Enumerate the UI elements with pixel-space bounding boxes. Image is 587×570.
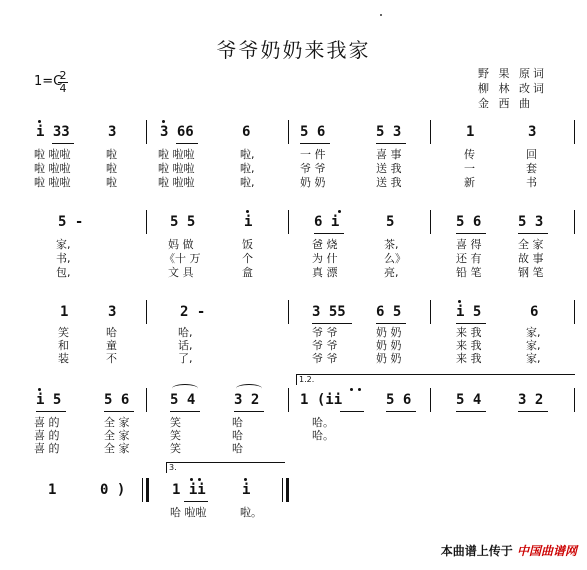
note: 1 (60, 304, 69, 320)
note: 2 - (180, 304, 206, 320)
high-octave-dot (358, 388, 361, 391)
lyric: 哈。 (312, 416, 334, 429)
lyric: 爷 爷 (300, 162, 326, 175)
note: 3 66 (160, 124, 194, 140)
beam (52, 143, 74, 144)
time-sig-top: 2 (59, 69, 67, 82)
beam (340, 411, 364, 412)
lyric: 啦 啦啦 (34, 162, 71, 175)
high-octave-dot (38, 388, 41, 391)
lyric: 全 家 (104, 442, 130, 455)
lyric: 哈 啦啦 (170, 506, 207, 519)
lyric: 一 (464, 162, 475, 175)
barline (146, 300, 147, 324)
note: 1 (48, 482, 57, 498)
note: 1 (ii (300, 392, 343, 408)
lyric: 啦 啦啦 (34, 176, 71, 189)
barline (288, 120, 289, 144)
high-octave-dot (38, 120, 41, 123)
credit-composer: 金 西 曲 (478, 97, 533, 110)
lyric: 传 (464, 148, 475, 161)
lyric: 回 (526, 148, 537, 161)
note: 6 (242, 124, 251, 140)
lyric: 妈 做 (168, 238, 194, 251)
beam (104, 411, 134, 412)
note: 3 (108, 304, 117, 320)
lyric: 故 事 (518, 252, 544, 265)
system-4 (0, 375, 587, 460)
barline (574, 210, 575, 234)
note: 6 i (314, 214, 340, 230)
lyric: 笑 (58, 326, 69, 339)
lyric: 啦 啦啦 (158, 148, 195, 161)
lyric: 啦 (106, 176, 117, 189)
lyric: 喜 的 (34, 442, 60, 455)
lyric: 真 漂 (312, 266, 338, 279)
beam (376, 323, 406, 324)
beam (518, 411, 548, 412)
lyric: 全 家 (518, 238, 544, 251)
lyric: 哈。 (312, 429, 334, 442)
lyric: 个 (242, 252, 253, 265)
lyric: 奶 奶 (300, 176, 326, 189)
high-octave-dot (190, 478, 193, 481)
beam (184, 501, 208, 502)
lyric: 爸 烧 (312, 238, 338, 251)
lyric: 来 我 (456, 339, 482, 352)
note: 5 4 (456, 392, 482, 408)
lyric: 喜 的 (34, 429, 60, 442)
lyric: 送 我 (376, 176, 402, 189)
barline (430, 210, 431, 234)
lyric: 话, (178, 339, 193, 352)
barline (574, 388, 575, 412)
system-2 (0, 208, 587, 288)
lyric: 包, (56, 266, 71, 279)
lyric: 啦 (106, 148, 117, 161)
note: i 5 (36, 392, 62, 408)
stray-dot (380, 14, 382, 16)
volta-bracket: 1.2. (296, 374, 575, 385)
lyric: 么》 (384, 252, 406, 265)
note: 1 ii (172, 482, 206, 498)
note: 3 2 (518, 392, 544, 408)
lyric: 家, (526, 352, 541, 365)
system-5 (0, 462, 587, 522)
barline (146, 210, 147, 234)
lyric: 装 (58, 352, 69, 365)
note: 5 3 (376, 124, 402, 140)
lyric: 书 (526, 176, 537, 189)
lyric: 喜 的 (34, 416, 60, 429)
note: 3 55 (312, 304, 346, 320)
lyric: 一 件 (300, 148, 326, 161)
high-octave-dot (350, 388, 353, 391)
lyric: 家, (56, 238, 71, 251)
lyric: 全 家 (104, 429, 130, 442)
lyric: 奶 奶 (376, 352, 402, 365)
system-3 (0, 298, 587, 370)
lyric: 文 具 (168, 266, 194, 279)
credit-lyricist: 野 果 原词 (478, 67, 547, 80)
lyric: 全 家 (104, 416, 130, 429)
lyric: 奶 奶 (376, 339, 402, 352)
lyric: 童 (106, 339, 117, 352)
volta-bracket: 3. (166, 462, 285, 473)
lyric: 啦, (240, 148, 255, 161)
final-barline-thin (282, 478, 283, 502)
beam (456, 323, 486, 324)
lyric: 盒 (242, 266, 253, 279)
beam (456, 411, 486, 412)
high-octave-dot (458, 300, 461, 303)
lyric: 啦 (106, 162, 117, 175)
lyric: 《十 万 (164, 252, 201, 265)
end-repeat-thin (142, 478, 143, 502)
credit-adapter: 柳 林 改词 (478, 82, 547, 95)
lyric: 啦 啦啦 (34, 148, 71, 161)
lyric: 来 我 (456, 352, 482, 365)
high-octave-dot (244, 478, 247, 481)
lyric: 啦, (240, 176, 255, 189)
lyric: 爷 爷 (312, 326, 338, 339)
song-title: 爷爷奶奶来我家 (216, 38, 371, 62)
lyric: 来 我 (456, 326, 482, 339)
high-octave-dot (338, 210, 341, 213)
lyric: 家, (526, 339, 541, 352)
lyric: 套 (526, 162, 537, 175)
lyric: 了, (178, 352, 193, 365)
note: 5 6 (300, 124, 326, 140)
high-octave-dot (162, 120, 165, 123)
note: 5 5 (170, 214, 196, 230)
note: 1 (466, 124, 475, 140)
barline (574, 300, 575, 324)
final-barline-thick (286, 478, 289, 502)
system-1 (0, 118, 587, 198)
note: i (244, 214, 253, 230)
lyric: 为 什 (312, 252, 338, 265)
beam (314, 233, 344, 234)
lyric: 啦。 (240, 506, 262, 519)
end-repeat-thick (146, 478, 149, 502)
barline (430, 120, 431, 144)
beam (312, 323, 352, 324)
lyric: 笑 (170, 416, 181, 429)
beam (300, 143, 330, 144)
note: 5 6 (104, 392, 130, 408)
site-logo: 中国曲谱网 (516, 544, 577, 558)
lyric: 哈 (106, 326, 117, 339)
lyric: 哈 (232, 442, 243, 455)
lyric: 铅 笔 (456, 266, 482, 279)
beam (386, 411, 416, 412)
lyric: 送 我 (376, 162, 402, 175)
lyric: 亮, (384, 266, 399, 279)
lyric: 哈, (178, 326, 193, 339)
note: i (242, 482, 251, 498)
lyric: 爷 爷 (312, 352, 338, 365)
key-signature: 1=C (34, 74, 63, 89)
note: i 5 (456, 304, 482, 320)
high-octave-dot (198, 478, 201, 481)
lyric: 书, (56, 252, 71, 265)
lyric: 不 (106, 352, 117, 365)
note: 5 - (58, 214, 84, 230)
beam (518, 233, 548, 234)
credits (478, 66, 547, 111)
time-signature (58, 70, 68, 95)
lyric: 啦 啦啦 (158, 176, 195, 189)
lyric: 哈 (232, 429, 243, 442)
note: 3 (528, 124, 537, 140)
barline (430, 388, 431, 412)
barline (146, 388, 147, 412)
note: 5 6 (456, 214, 482, 230)
barline (288, 210, 289, 234)
beam (234, 411, 264, 412)
footer-watermark (441, 542, 577, 559)
beam (456, 233, 486, 234)
lyric: 新 (464, 176, 475, 189)
lyric: 喜 得 (456, 238, 482, 251)
note: 5 6 (386, 392, 412, 408)
lyric: 家, (526, 326, 541, 339)
beam (170, 411, 200, 412)
lyric: 笑 (170, 429, 181, 442)
beam (376, 143, 406, 144)
note: 5 (386, 214, 395, 230)
footer-text: 本曲谱上传于 (440, 544, 513, 558)
lyric: 钢 笔 (518, 266, 544, 279)
barline (574, 120, 575, 144)
beam (176, 143, 198, 144)
note: 5 3 (518, 214, 544, 230)
lyric: 笑 (170, 442, 181, 455)
note: 0 ) (100, 482, 126, 498)
note: i 33 (36, 124, 70, 140)
lyric: 茶, (384, 238, 399, 251)
barline (146, 120, 147, 144)
note: 6 5 (376, 304, 402, 320)
beam (36, 411, 66, 412)
barline (430, 300, 431, 324)
note: 3 2 (234, 392, 260, 408)
note: 6 (530, 304, 539, 320)
lyric: 啦, (240, 162, 255, 175)
barline (288, 388, 289, 412)
lyric: 和 (58, 339, 69, 352)
lyric: 还 有 (456, 252, 482, 265)
lyric: 爷 爷 (312, 339, 338, 352)
lyric: 奶 奶 (376, 326, 402, 339)
high-octave-dot (246, 210, 249, 213)
lyric: 喜 事 (376, 148, 402, 161)
lyric: 哈 (232, 416, 243, 429)
barline (288, 300, 289, 324)
lyric: 啦 啦啦 (158, 162, 195, 175)
time-sig-bottom: 4 (59, 82, 67, 95)
note: 3 (108, 124, 117, 140)
lyric: 饭 (242, 238, 253, 251)
note: 5 4 (170, 392, 196, 408)
